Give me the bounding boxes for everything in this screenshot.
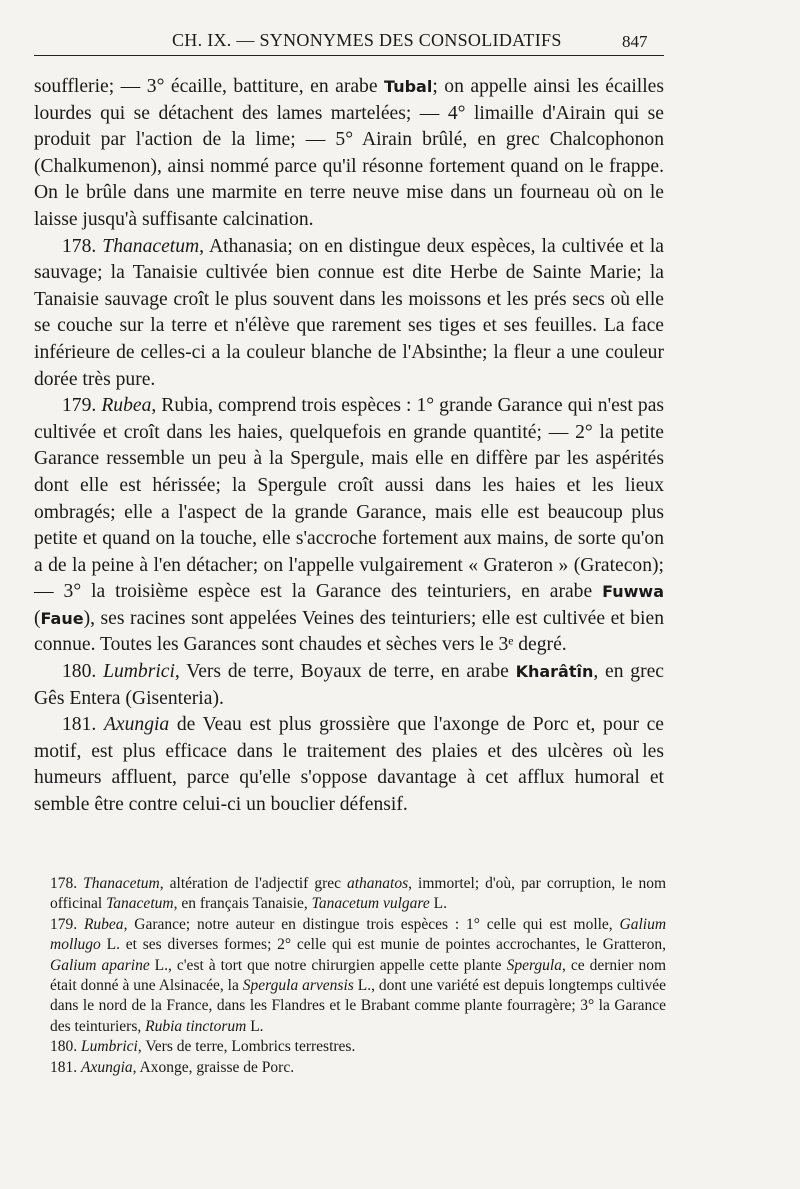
text-span: , Rubia, comprend trois espèces : 1° grande Garance qui n'est pas cultivée et croît dans les haies, quelquefois en grande quantité; — 2° la petite Garance ressemble un peu à la Spergule, mais elle en diffère par les aspérités dont elle est hérissée; la Spergule croît aussi dans les haies et les lieux ombragés; elle a l'aspect de la grande Garance, mais elle est beaucoup plus petite et quand on la touche, elle s'accroche fortement aux mains, de sorte qu'on a de la peine à l'en détacher; on l'appelle vulgairement « Grateron » (Gratecon); — 3° la troisième espèce est la Garance des teinturiers, en arabe (34, 395, 665, 603)
paragraph-continued (34, 74, 664, 234)
paragraph-number: 178. (62, 235, 103, 257)
text-span: L., dont une variété est depuis longtemps cultivée dans le nord de la France, dans les Flandres et le Brabant comme plante fourragère; 3° la Garance des teinturiers, (50, 977, 666, 1035)
arabic-term: Fuwwa (602, 582, 664, 602)
page-number: 847 (622, 32, 648, 51)
footnote-181 (50, 1058, 666, 1078)
arabic-term: Faue (40, 608, 84, 628)
text-span: ( (34, 607, 41, 629)
paragraph-number: 179. (62, 395, 102, 417)
text-span: , immortel; d'où, par corruption, le nom officinal (50, 875, 666, 913)
latin-term: Axungia (81, 1058, 133, 1076)
text-span: , altération de l'adjectif grec (159, 875, 347, 892)
text-span: de Veau est plus grossière que l'axonge de Porc et, pour ce motif, est plus efficace dans le traitement des plaies et des ulcères où les humeurs affluent, parce qu'elle s'oppose davantage à cet afflux humoral et semble être contre celui-ci un bouclier défensif. (34, 714, 664, 816)
latin-term: Tanacetum vulgare (311, 895, 430, 913)
paragraph-178 (34, 234, 664, 394)
text-span: L., c'est à tort que notre chirurgien appelle cette plante (149, 956, 507, 974)
text-span: , Vers de terre, Boyaux de terre, en arabe (174, 661, 516, 683)
text-span: L. et ses diverses formes; 2° celle qui est munie de pointes accrochantes, le Gratteron, (100, 936, 666, 954)
latin-term: Galium mollugo (50, 915, 667, 954)
text-span: , Garance; notre auteur en distingue trois espèces : 1° celle qui est molle, (123, 915, 620, 933)
latin-term: Spergula arvensis (242, 977, 354, 995)
latin-term: Lumbrici (81, 1038, 138, 1056)
footnote-179 (50, 915, 666, 1037)
text-span: , ce dernier nom était donné à une Alsinacée, la (50, 956, 666, 995)
text-span: , Vers de terre, Lombrics terrestres. (137, 1038, 356, 1056)
latin-term: Rubea (101, 395, 152, 417)
latin-term: Axungia (103, 714, 170, 736)
arabic-term: Kharâtîn (515, 662, 594, 682)
text-span: L. (429, 895, 447, 913)
header-rule (34, 55, 664, 56)
main-text (34, 74, 664, 819)
running-header (34, 18, 664, 58)
footnote-number: 178. (50, 875, 84, 892)
text-span: , en français Tanaisie, (173, 895, 312, 913)
footnote-180 (50, 1037, 666, 1057)
paragraph-number: 180. (62, 661, 104, 683)
arabic-term: Tubal (384, 77, 433, 96)
footnote-178 (50, 874, 666, 915)
greek-term: athanatos (347, 875, 409, 892)
text-span: , en grec Gês Entera (Gisenteria). (34, 661, 665, 709)
latin-term: Tanacetum (106, 895, 174, 913)
latin-term: Rubea (83, 915, 124, 933)
footnote-number: 181. (50, 1058, 81, 1076)
text-span: , Athanasia; on en distingue deux espèces, la cultivée et la sauvage; la Tanaisie cultivée bien connue est dite Herbe de Sainte Marie; la Tanaisie sauvage croît le plus souvent dans les moissons et les prés secs où elle se couche sur la terre et n'élève que rarement ses tiges et ses feuilles. La face inférieure de celles-ci a la couleur blanche de l'Absinthe; la fleur a une couleur dorée très pure. (34, 235, 664, 390)
footnote-number: 180. (50, 1038, 81, 1056)
paragraph-number: 181. (62, 714, 104, 736)
footnote-number: 179. (50, 915, 84, 933)
paragraph-179 (34, 393, 664, 659)
text-span: L. (246, 1017, 264, 1035)
text-span: ; on appelle ainsi les écailles lourdes qui se détachent des lames martelées; — 4° limaille d'Airain qui se produit par l'action de la lime; — 5° Airain brûlé, en grec Chalcophonon (Chalkumenon), ainsi nommé parce qu'il résonne fortement quand on le frappe. On le brûle dans une marmite en terre neuve mise dans un fourneau où on le laisse jusqu'à suffisante calcination. (34, 76, 664, 230)
paragraph-181 (34, 712, 664, 818)
latin-term: Thanacetum (102, 235, 200, 257)
latin-term: Spergula (506, 956, 562, 974)
latin-term: Rubia tinctorum (145, 1017, 247, 1035)
footnotes (50, 874, 666, 1078)
paragraph-180 (34, 659, 664, 712)
text-span: soufflerie; — 3° écaille, battiture, en arabe (34, 76, 385, 97)
latin-term: Galium aparine (50, 956, 150, 974)
latin-term: Thanacetum (83, 875, 160, 892)
latin-term: Lumbrici (103, 661, 175, 683)
text-span: , Axonge, graisse de Porc. (132, 1058, 295, 1076)
text-span: ), ses racines sont appelées Veines des teinturiers; elle est cultivée et bien connue. Toutes les Garances sont chaudes et sèches vers le 3ᵉ degré. (34, 607, 664, 656)
running-title: CH. IX. — SYNONYMES DES CONSOLIDATIFS (172, 30, 562, 50)
